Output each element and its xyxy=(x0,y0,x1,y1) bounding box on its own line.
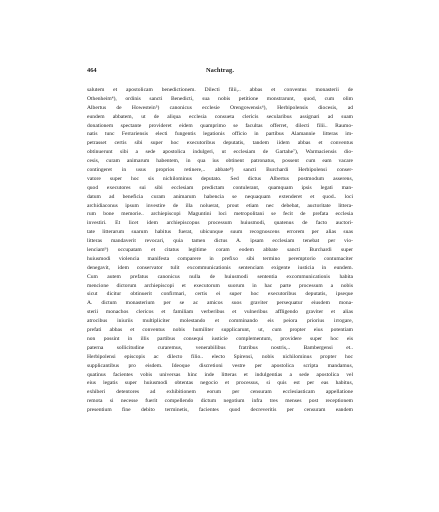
text-line: obtinuerunt sibi a sede apostolica indulgeri, ut ecclesiam de Gartahe⁷), Warmaciensis dio- xyxy=(87,149,353,156)
text-line: Albertus de Howestein⁵) canonicus ecclesie Orengowensis⁶), Herbipolensis diocesis, ad xyxy=(87,104,353,111)
text-line: presentium fine debito terminetis, facientes quod decreveritis per censuram eandem xyxy=(87,407,353,414)
text-line: prefati abbas et conventus nobis humiliter supplicarunt, ut, cum propter eius potentiam xyxy=(87,327,353,334)
text-line: exhiberi detentores ad exhibitionem eorum per censuram ecclesiasticam appellatione xyxy=(87,389,353,396)
body-text xyxy=(87,86,353,415)
text-line: petrasset certis sibi super hoc executoribus deputatis, tandem iidem abbas et conventus xyxy=(87,140,353,147)
text-line: datum ad beneficia curam animarum habencia se nequaquam extenderet et quod.. loci xyxy=(87,193,353,200)
text-line: Othenheim⁴), ordinis sancti Benedicti, sua nobis petitione monstrarunt, quod, cum olim xyxy=(87,95,353,102)
text-line: A. dictum monasterium per se ac amicos suos graviter persequatur eiusdem mona- xyxy=(87,300,353,307)
text-line: sicut dicitur obtinuerit confirmari, certis ei super hoc executoribus deputatis, ipseque xyxy=(87,291,353,298)
text-line: lenciam⁹) occupatam et citatus legitime coram eodem abbate sancti Burchardi super xyxy=(87,247,353,254)
text-line: tate litterarum suarum habitus fuerat, ubicunque suum recognoscens errorem per alias suas xyxy=(87,229,353,236)
running-title: Nachtrag. xyxy=(205,67,235,74)
text-line: huiusmodi violencia manifesta comparere in prefixo sibi termino peremptorio contumaciter xyxy=(87,255,353,262)
text-line: litteras mandaverit revocari, quia tamen dictus A. ipsam ecclesiam tenebat per vio- xyxy=(87,238,353,245)
text-line: eius legatis super huiusmodi obtentas negocio et processus, si quis est per eas habitus, xyxy=(87,380,353,387)
text-line: donationem spectante provideret eidem quamprimo se facultas offerret, dilecti filii.. Raumo- xyxy=(87,122,353,129)
text-line: vatore super hoc sis nichilominus deputato. Sed dictus Albertus postmodum asserens, xyxy=(87,175,353,182)
text-line: Herbipolensi episcopis ac dilecto filio.. electo Spirensi, nobis nichilominus propter hoc xyxy=(87,353,353,360)
text-line: sterii monachos clericos et familiam verberibus et vulneribus affligendo graviter et alias xyxy=(87,309,353,316)
text-line: denegavit, idem conservator tulit excommunicationis sentenciam exigente iusticia in eundem. xyxy=(87,264,353,271)
text-line: cesis, curam animarum habentem, in qua ius obtinent patronatus, possent cum eam vacare xyxy=(87,158,353,165)
text-line: natis tunc Ferrariensis electi fungentis legationis officio in partibus Alamannie litteras im- xyxy=(87,131,353,138)
text-line: eundem abbatem, ut de aliqua ecclesia consueta clericis secularibus assignari ad suam xyxy=(87,113,353,120)
running-header xyxy=(87,66,353,76)
text-line: paterna sollicitudine curaremus, venerabilibus fratribus nostris,.. Bambergensi et.. xyxy=(87,344,353,351)
text-line: non possint in illis partibus consequi iusticie complementum, providere super hoc eis xyxy=(87,335,353,342)
text-line: supplicantibus pro eisdem. Ideoque discretioni vestre per apostolica scripta mandamus, xyxy=(87,362,353,369)
text-line: archidiaconus ipsum investire de illa noluerat, prout etiam nec debebat, auctoritate littera- xyxy=(87,202,353,209)
text-line: quod executores sui sibi ecclesiam predictam contulerant, quamquam ipsis legati man- xyxy=(87,184,353,191)
page-number: 464 xyxy=(87,67,97,74)
text-line: remota si necesse fuerit compellendo dictum negotium infra tres menses post receptionem xyxy=(87,398,353,405)
text-line: investiri. Et licet idem archiepiscopus processum huiusmodi, quatenus de facto auctori- xyxy=(87,220,353,227)
text-line: quatinus facientes vobis universas hinc inde litteras et indulgentias a sede apostolica vel xyxy=(87,371,353,378)
text-line: salutem et apostolicam benedictionem. Dilecti filii,.. abbas et conventus monasterii de xyxy=(87,87,353,93)
text-line: rum bone memorie.. archiepiscopi Maguntini loci metropolitani se fecit de prefata ecclesia xyxy=(87,211,353,218)
text-line: Cum autem prefatus canonicus nulla de huiusmodi sententia excommunicationis habita xyxy=(87,273,353,280)
text-line: contingeret in usus proprios retinere,.. abbate⁸) sancti Burchardi Herbipolensi conser- xyxy=(87,167,353,174)
text-line: mencione dictorum archiepiscopi et executorum suorum in hac parte processum a nobis xyxy=(87,282,353,289)
text-line: atrocibus iniuriis multipliciter molestando et comminando eis peiora priorius irrogare, xyxy=(87,318,353,325)
